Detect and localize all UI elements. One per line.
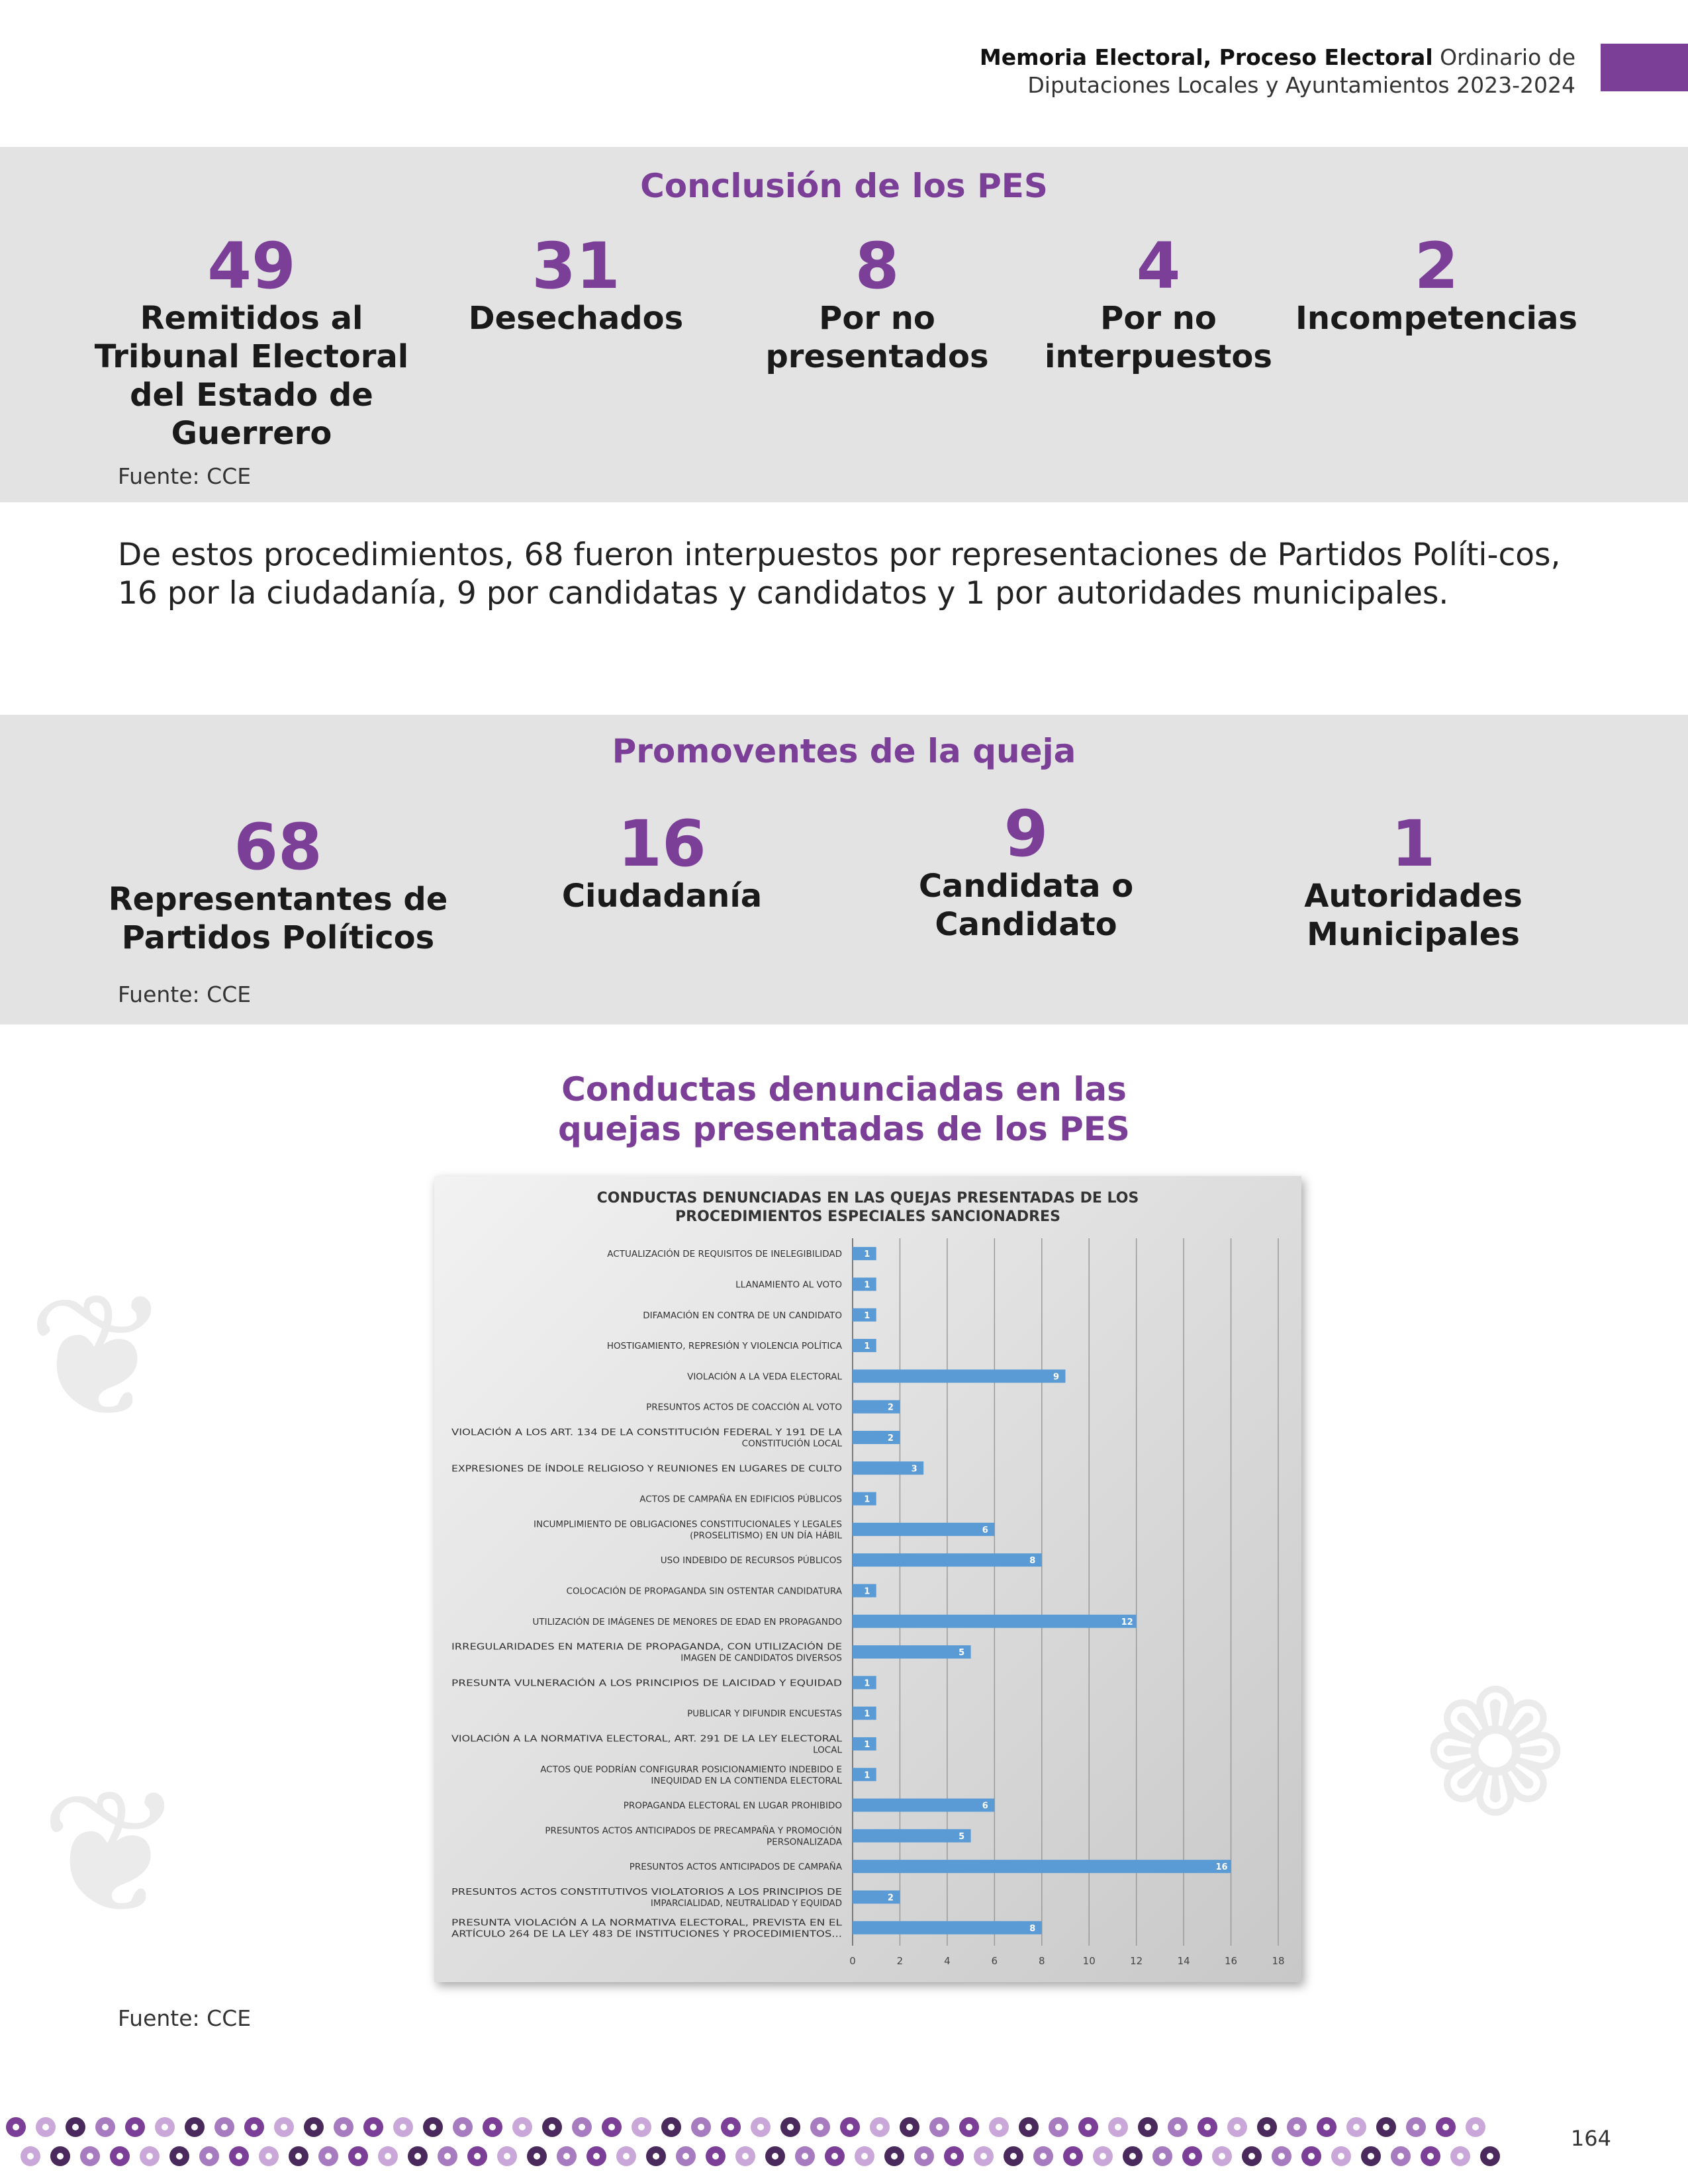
embroidery-flower-center [504, 2153, 510, 2160]
promoventes-stat [106, 810, 450, 957]
embroidery-flower-center [861, 2153, 868, 2160]
stat-label: Remitidos al Tribunal Electoral del Estado de Guerrero [94, 300, 409, 452]
chart-category-label: USO INDEBIDO DE RECURSOS PÚBLICOS [660, 1555, 842, 1567]
chart-data-label: 1 [864, 1739, 870, 1750]
embroidery-flower-center [623, 2153, 630, 2160]
embroidery-flower-center [1070, 2153, 1076, 2160]
chart-category-label: LOCAL [813, 1745, 842, 1756]
chart-bar [853, 1553, 1042, 1567]
embroidery-flower-center [579, 2124, 585, 2130]
chart-tick-label: 12 [1130, 1954, 1143, 1967]
embroidery-flower-center [444, 2153, 451, 2160]
embroidery-flower-center [876, 2124, 883, 2130]
embroidery-flower-center [489, 2124, 496, 2130]
embroidery-flower-center [459, 2124, 466, 2130]
chart-tick-label: 2 [896, 1954, 904, 1967]
embroidery-flower-center [980, 2153, 987, 2160]
chart-category-label: HOSTIGAMIENTO, REPRESIÓN Y VIOLENCIA POLÍTICA [606, 1341, 842, 1352]
stat-number: 9 [1004, 797, 1049, 871]
chart-data-label: 2 [887, 1402, 894, 1413]
background-pattern: ❦ [26, 1257, 171, 1457]
chart-category-label: (PROSELITISMO) EN UN DÍA HÁBIL [690, 1530, 842, 1541]
embroidery-flower-center [132, 2124, 138, 2130]
chart-data-label: 1 [864, 1494, 870, 1505]
embroidery-flower-center [430, 2124, 436, 2130]
stat-number: 68 [234, 810, 322, 884]
chart-tick-label: 4 [944, 1954, 951, 1967]
embroidery-flower-center [653, 2153, 659, 2160]
conductas-title-line1: Conductas denunciadas en las [561, 1070, 1127, 1109]
chart-tick-label: 0 [849, 1954, 856, 1967]
embroidery-flower-center [13, 2124, 19, 2130]
promoventes-stat [1271, 807, 1556, 954]
chart-category-label: PRESUNTA VULNERACIÓN A LOS PRINCIPIOS DE LAICIDAD Y EQUIDAD [451, 1678, 762, 1689]
stat-number: 2 [1414, 229, 1459, 303]
header-bold: Memoria Electoral, Proceso Electoral [979, 44, 1433, 70]
stat-label: Representantes de Partidos Políticos [108, 881, 448, 956]
chart-data-label: 8 [1029, 1556, 1036, 1567]
embroidery-flower-center [608, 2124, 615, 2130]
embroidery-flower-center [936, 2124, 943, 2130]
embroidery-flower-center [891, 2153, 898, 2160]
chart-data-label: 1 [864, 1586, 870, 1597]
embroidery-flower-center [400, 2124, 406, 2130]
chart-category-label: PROPAGANDA ELECTORAL EN LUGAR PROHIBIDO [623, 1800, 842, 1811]
chart-data-label: 8 [1029, 1923, 1036, 1934]
embroidery-flower-center [698, 2124, 704, 2130]
stat-number: 16 [618, 807, 706, 881]
embroidery-flower-center [1129, 2153, 1136, 2160]
source-note: Fuente: CCE [118, 981, 252, 1007]
chart-data-label: 2 [887, 1433, 894, 1443]
chart-category-label: LLANAMIENTO AL VOTO [735, 1279, 842, 1291]
body-paragraph: De estos procedimientos, 68 fueron interpuestos por representaciones de Partidos Políti-cos, 16 por la ciudadanía, 9 por candidatas y candidatos y 1 por autoridades municipales. [118, 537, 1561, 612]
page-number: 164 [1570, 2126, 1611, 2151]
chart-category-label: DIFAMACIÓN EN CONTRA DE UN CANDIDATO [643, 1310, 842, 1321]
embroidery-flower-center [757, 2124, 764, 2130]
conclusion-title: Conclusión de los PES [640, 167, 1048, 205]
embroidery-flower-center [42, 2124, 49, 2130]
embroidery-flower-center [638, 2124, 645, 2130]
stat-label: Incompetencias [1295, 300, 1577, 337]
embroidery-flower-center [1442, 2124, 1449, 2130]
header-rest: Ordinario de [1432, 44, 1575, 70]
chart-bar [853, 1369, 1066, 1383]
embroidery-flower-center [1085, 2124, 1092, 2130]
promoventes-stat [530, 807, 794, 915]
conclusion-stat [457, 229, 695, 338]
embroidery-flower-center [206, 2153, 212, 2160]
embroidery-flower-center [682, 2153, 689, 2160]
embroidery-flower-center [265, 2153, 272, 2160]
source-note: Fuente: CCE [118, 463, 252, 489]
embroidery-flower-center [1338, 2153, 1344, 2160]
embroidery-flower-center [1353, 2124, 1360, 2130]
stat-number: 31 [532, 229, 620, 303]
embroidery-flower-center [1457, 2153, 1464, 2160]
stat-label: Candidata o Candidato [918, 868, 1134, 943]
chart-data-label: 16 [1215, 1862, 1228, 1873]
embroidery-flower-center [727, 2124, 734, 2130]
chart-svg [434, 1176, 1301, 1982]
chart-data-label: 12 [1121, 1617, 1133, 1627]
chart-data-label: 1 [864, 1310, 870, 1321]
embroidery-flower-center [1413, 2124, 1419, 2130]
conclusion-stat [1039, 229, 1278, 376]
embroidery-flower-center [1115, 2124, 1121, 2130]
embroidery-flower-center [1397, 2153, 1404, 2160]
embroidery-flower-center [474, 2153, 481, 2160]
chart-bar [853, 1645, 971, 1659]
embroidery-flower-center [1174, 2124, 1181, 2130]
chart-data-label: 3 [911, 1464, 917, 1475]
embroidery-flower-center [1383, 2124, 1389, 2130]
embroidery-flower-center [325, 2153, 332, 2160]
header-line2: Diputaciones Locales y Ayuntamientos 2023-2024 [1027, 72, 1575, 98]
embroidery-flower-center [117, 2153, 123, 2160]
embroidery-flower-center [847, 2124, 853, 2130]
embroidery-flower-center [236, 2153, 242, 2160]
embroidery-flower-center [27, 2153, 34, 2160]
embroidery-flower-center [1055, 2124, 1062, 2130]
embroidery-flower-center [1323, 2124, 1330, 2130]
chart-title: PROCEDIMIENTOS ESPECIALES SANCIONADRES [675, 1208, 1060, 1225]
chart-tick-label: 6 [991, 1954, 998, 1967]
embroidery-flower-center [281, 2124, 287, 2130]
promoventes-panel [0, 715, 1688, 1024]
embroidery-flower-center [1293, 2124, 1300, 2130]
chart-data-label: 1 [864, 1342, 870, 1352]
embroidery-flower-center [57, 2153, 64, 2160]
embroidery-flower-center [1204, 2124, 1211, 2130]
chart-tick-label: 8 [1039, 1954, 1045, 1967]
chart-tick-label: 16 [1225, 1954, 1238, 1967]
embroidery-flower-center [519, 2124, 526, 2130]
stat-number: 49 [207, 229, 296, 303]
embroidery-flower-center [355, 2153, 361, 2160]
running-header [980, 44, 1575, 99]
embroidery-flower-center [996, 2124, 1002, 2130]
embroidery-flower-center [1040, 2153, 1047, 2160]
chart-bar [853, 1860, 1231, 1873]
promoventes-stat [894, 797, 1158, 944]
embroidery-flower-center [1308, 2153, 1315, 2160]
header-accent-block [1601, 44, 1688, 91]
chart-data-label: 5 [959, 1648, 965, 1659]
embroidery-flower-center [831, 2153, 838, 2160]
chart-category-label: PRESUNTOS ACTOS CONSTITUTIVOS VIOLATORIOS A LOS PRINCIPIOS DE [451, 1886, 842, 1897]
embroidery-flower-center [966, 2124, 972, 2130]
chart-category-label: ACTUALIZACIÓN DE REQUISITOS DE INELEGIBILIDAD [607, 1249, 842, 1260]
embroidery-flower-center [1472, 2124, 1479, 2130]
chart-category-label: INEQUIDAD EN LA CONTIENDA ELECTORAL [651, 1775, 842, 1786]
chart-title: CONDUCTAS DENUNCIADAS EN LAS QUEJAS PRESENTADAS DE LOS [596, 1190, 1139, 1206]
embroidery-flower-center [772, 2153, 778, 2160]
chart-category-label: ARTÍCULO 264 DE LA LEY 483 DE INSTITUCIONES Y PROCEDIMIENTOS... [451, 1929, 772, 1940]
embroidery-flower-center [742, 2153, 749, 2160]
chart-bar [853, 1523, 994, 1536]
chart-category-label: PRESUNTOS ACTOS ANTICIPADOS DE CAMPAÑA [629, 1862, 842, 1873]
stat-label: Por no presentados [765, 300, 989, 375]
embroidery-flower-center [593, 2153, 600, 2160]
embroidery-flower-center [921, 2153, 927, 2160]
background-pattern: ❦ [40, 1754, 184, 1954]
chart-category-label: PERSONALIZADA [767, 1837, 842, 1848]
embroidery-flower-center [668, 2124, 675, 2130]
chart-category-label: VIOLACIÓN A LOS ART. 134 DE LA CONSTITUCIÓN FEDERAL Y 191 DE LA [451, 1427, 774, 1438]
chart-category-label: CONSTITUCIÓN LOCAL [741, 1438, 842, 1449]
promoventes-title: Promoventes de la queja [612, 732, 1076, 770]
embroidery-flower-center [1159, 2153, 1166, 2160]
embroidery-flower-center [310, 2124, 317, 2130]
embroidery-border [0, 2110, 1503, 2173]
background-pattern: ❁ [1423, 1655, 1568, 1854]
conclusion-stat [93, 229, 410, 453]
conclusion-panel [0, 147, 1688, 502]
embroidery-flower-center [1189, 2153, 1196, 2160]
chart-category-label: VIOLACIÓN A LA VEDA ELECTORAL [687, 1371, 842, 1383]
source-note: Fuente: CCE [118, 2005, 252, 2031]
chart-category-label: PUBLICAR Y DIFUNDIR ENCUESTAS [687, 1708, 842, 1719]
embroidery-flower-center [295, 2153, 302, 2160]
embroidery-flower-center [1248, 2153, 1255, 2160]
embroidery-flower-center [1145, 2124, 1151, 2130]
embroidery-flower-center [340, 2124, 347, 2130]
embroidery-flower-center [146, 2153, 153, 2160]
stat-label: Por no interpuestos [1045, 300, 1272, 375]
chart-category-label: PRESUNTOS ACTOS ANTICIPADOS DE PRECAMPAÑA Y PROMOCIÓN [545, 1825, 842, 1837]
chart-category-label: IMAGEN DE CANDIDATOS DIVERSOS [680, 1653, 842, 1664]
chart-bar [853, 1799, 994, 1812]
embroidery-flower-center [191, 2124, 198, 2130]
chart-data-label: 1 [864, 1250, 870, 1260]
chart-tick-label: 14 [1177, 1954, 1190, 1967]
stat-number: 8 [855, 229, 900, 303]
embroidery-flower-center [221, 2124, 228, 2130]
embroidery-flower-center [549, 2124, 555, 2130]
embroidery-flower-center [802, 2153, 808, 2160]
embroidery-flower-center [1264, 2124, 1270, 2130]
chart-category-label: IRREGULARIDADES EN MATERIA DE PROPAGANDA, CON UTILIZACIÓN DE [451, 1641, 775, 1653]
embroidery-flower-center [1025, 2124, 1032, 2130]
embroidery-flower-center [712, 2153, 719, 2160]
chart-bar [853, 1829, 971, 1843]
chart-bar [853, 1615, 1137, 1628]
chart-data-label: 5 [959, 1831, 965, 1842]
chart-category-label: COLOCACIÓN DE PROPAGANDA SIN OSTENTAR CANDIDATURA [566, 1586, 842, 1597]
embroidery-flower-center [102, 2124, 109, 2130]
embroidery-flower-center [1100, 2153, 1106, 2160]
embroidery-flower-center [87, 2153, 93, 2160]
chart-data-label: 1 [864, 1280, 870, 1291]
embroidery-flower-center [817, 2124, 823, 2130]
chart-category-label: INCUMPLIMIENTO DE OBLIGACIONES CONSTITUCIONALES Y LEGALES [534, 1519, 842, 1530]
embroidery-flower-center [1219, 2153, 1225, 2160]
chart-category-label: EXPRESIONES DE ÍNDOLE RELIGIOSO Y REUNIONES EN LUGARES DE CULTO [451, 1463, 788, 1475]
chart-category-label: PRESUNTOS ACTOS DE COACCIÓN AL VOTO [646, 1402, 842, 1413]
embroidery-flower-center [176, 2153, 183, 2160]
stat-label: Autoridades Municipales [1304, 878, 1523, 953]
chart-tick-label: 18 [1272, 1954, 1285, 1967]
embroidery-flower-center [1278, 2153, 1285, 2160]
chart-category-label: VIOLACIÓN A LA NORMATIVA ELECTORAL, ART. 291 DE LA LEY ELECTORAL [451, 1733, 782, 1745]
conclusion-stat [1291, 229, 1582, 338]
embroidery-flower-center [1427, 2153, 1434, 2160]
chart-bar [853, 1921, 1042, 1934]
conductas-title-line2: quejas presentadas de los PES [558, 1110, 1130, 1148]
conductas-chart [434, 1176, 1301, 1982]
chart-category-label: PRESUNTA VIOLACIÓN A LA NORMATIVA ELECTORAL, PREVISTA EN EL [451, 1917, 761, 1929]
chart-data-label: 6 [982, 1525, 988, 1535]
embroidery-flower-center [385, 2153, 391, 2160]
conductas-title [0, 1069, 1688, 1149]
embroidery-flower-center [534, 2153, 540, 2160]
chart-category-label: ACTOS DE CAMPAÑA EN EDIFICIOS PÚBLICOS [639, 1494, 842, 1505]
chart-category-label: UTILIZACIÓN DE IMÁGENES DE MENORES DE EDAD EN PROPAGANDO [532, 1616, 842, 1627]
stat-label: Ciudadanía [561, 878, 763, 915]
embroidery-flower-center [1487, 2153, 1493, 2160]
embroidery-flower-center [370, 2124, 377, 2130]
stat-number: 1 [1391, 807, 1436, 881]
embroidery-flower-center [951, 2153, 957, 2160]
embroidery-flower-center [1010, 2153, 1017, 2160]
embroidery-flower-center [1234, 2124, 1241, 2130]
chart-category-label: IMPARCIALIDAD, NEUTRALIDAD Y EQUIDAD [650, 1897, 842, 1909]
chart-data-label: 1 [864, 1770, 870, 1781]
conclusion-stat [761, 229, 993, 376]
embroidery-flower-center [787, 2124, 794, 2130]
embroidery-flower-center [1368, 2153, 1374, 2160]
embroidery-flower-center [906, 2124, 913, 2130]
chart-data-label: 1 [864, 1709, 870, 1719]
chart-data-label: 6 [982, 1801, 988, 1811]
chart-tick-label: 10 [1082, 1954, 1096, 1967]
stat-label: Desechados [468, 300, 684, 337]
embroidery-flower-center [563, 2153, 570, 2160]
chart-category-label: ACTOS QUE PODRÍAN CONFIGURAR POSICIONAMIENTO INDEBIDO E [540, 1764, 842, 1775]
stat-number: 4 [1136, 229, 1181, 303]
embroidery-flower-center [414, 2153, 421, 2160]
chart-data-label: 1 [864, 1678, 870, 1689]
chart-data-label: 2 [887, 1893, 894, 1903]
embroidery-flower-center [72, 2124, 79, 2130]
embroidery-flower-center [251, 2124, 258, 2130]
embroidery-flower-center [162, 2124, 168, 2130]
chart-data-label: 9 [1053, 1372, 1060, 1383]
